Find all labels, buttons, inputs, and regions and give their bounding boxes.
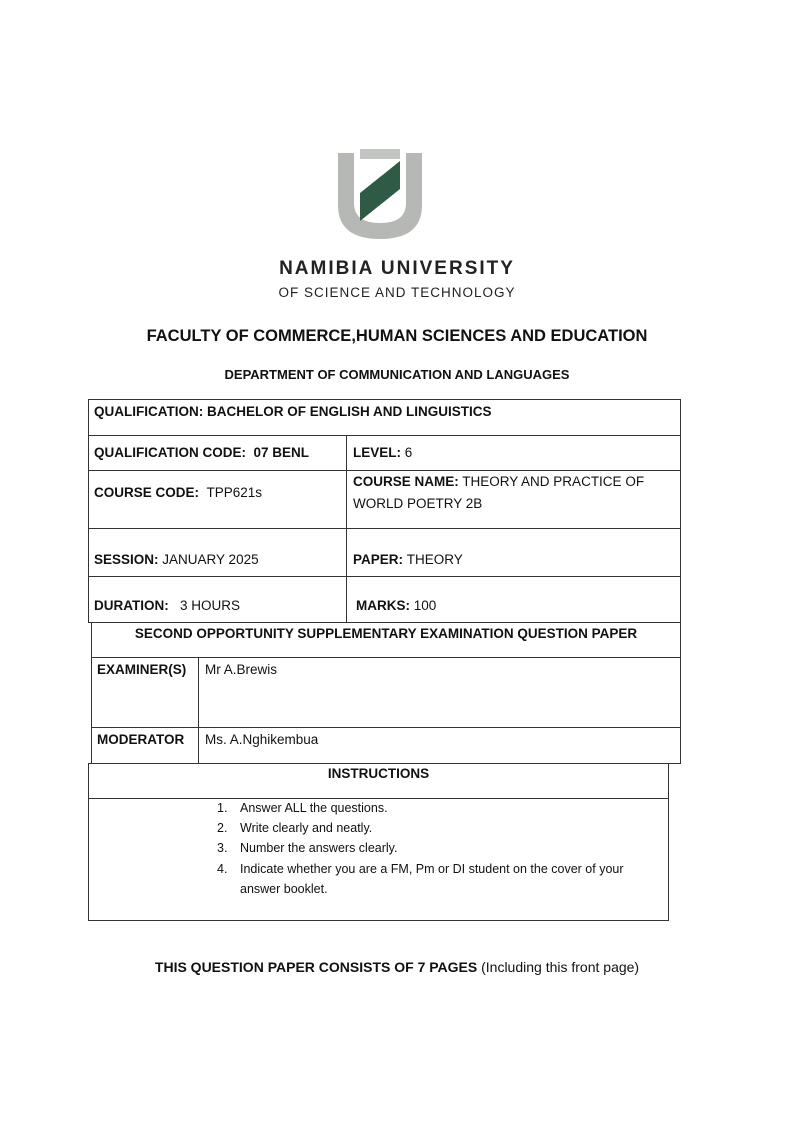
instruction-number: 1. bbox=[217, 801, 228, 815]
university-subtitle: OF SCIENCE AND TECHNOLOGY bbox=[278, 285, 516, 300]
course-name: COURSE NAME: THEORY AND PRACTICE OF WORLD POETRY 2B bbox=[353, 474, 645, 511]
paper: PAPER: THEORY bbox=[353, 551, 463, 567]
examiner-name: Mr A.Brewis bbox=[205, 661, 278, 677]
instructions-title: INSTRUCTIONS bbox=[327, 765, 430, 781]
session: SESSION: JANUARY 2025 bbox=[94, 551, 259, 567]
moderator-label: MODERATOR bbox=[97, 731, 185, 747]
instruction-item-continued: answer booklet. bbox=[240, 882, 328, 896]
qualification-code: QUALIFICATION CODE: 07 BENL bbox=[94, 445, 310, 460]
level: LEVEL: 6 bbox=[353, 445, 413, 460]
instruction-item: Answer ALL the questions. bbox=[240, 801, 388, 815]
instruction-number: 2. bbox=[217, 821, 228, 835]
instruction-item: Number the answers clearly. bbox=[240, 841, 398, 855]
instruction-item: Indicate whether you are a FM, Pm or DI student on the cover of your bbox=[240, 862, 624, 876]
university-name: NAMIBIA UNIVERSITY bbox=[279, 258, 515, 279]
moderator-name: Ms. A.Nghikembua bbox=[205, 731, 319, 747]
duration: DURATION: 3 HOURS bbox=[94, 597, 241, 613]
department-heading: DEPARTMENT OF COMMUNICATION AND LANGUAGES bbox=[224, 367, 570, 382]
page-count-note: THIS QUESTION PAPER CONSISTS OF 7 PAGES (Including this front page) bbox=[154, 959, 640, 975]
instruction-number: 4. bbox=[217, 862, 228, 876]
qualification: QUALIFICATION: BACHELOR OF ENGLISH AND LINGUISTICS bbox=[94, 403, 492, 419]
marks: MARKS: 100 bbox=[356, 597, 437, 613]
university-logo bbox=[330, 145, 430, 245]
course-code: COURSE CODE: TPP621s bbox=[94, 484, 263, 500]
instruction-number: 3. bbox=[217, 841, 228, 855]
instruction-item: Write clearly and neatly. bbox=[240, 821, 373, 835]
exam-title: SECOND OPPORTUNITY SUPPLEMENTARY EXAMINATION QUESTION PAPER bbox=[134, 625, 638, 641]
faculty-heading: FACULTY OF COMMERCE,HUMAN SCIENCES AND EDUCATION bbox=[146, 327, 648, 345]
examiner-label: EXAMINER(S) bbox=[97, 661, 187, 677]
